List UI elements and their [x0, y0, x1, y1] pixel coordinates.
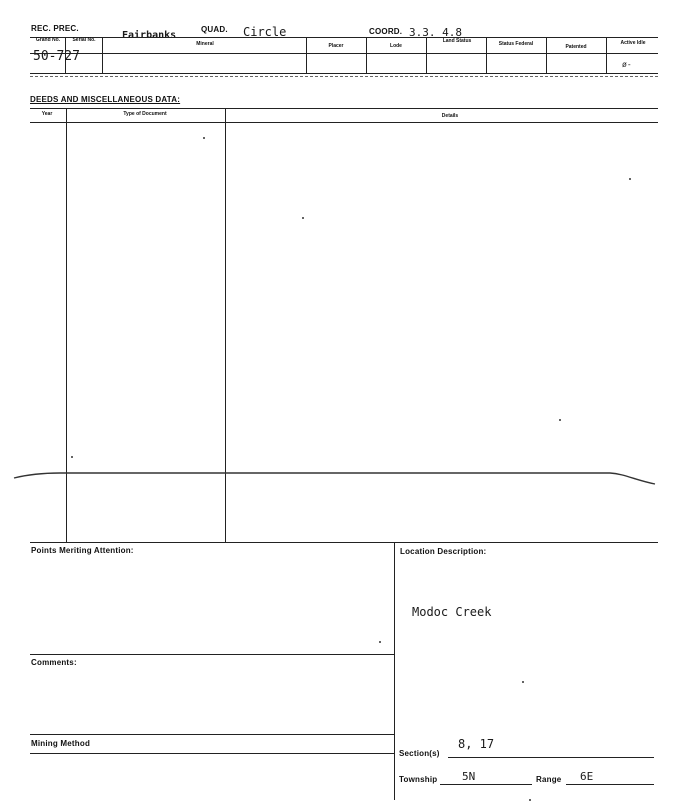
- range-underline: [566, 784, 654, 785]
- quad-label: QUAD.: [201, 25, 228, 34]
- section-underline: [448, 757, 654, 758]
- coord-label: COORD.: [369, 27, 403, 36]
- grand-no-value: 50-727: [33, 49, 80, 64]
- record-row-rule-2: [30, 76, 658, 77]
- section-value: 8, 17: [458, 737, 495, 751]
- comments-label: Comments:: [31, 658, 77, 667]
- col-details: Details: [441, 113, 459, 119]
- scan-fold-line: [0, 462, 678, 492]
- col-divider: [606, 37, 607, 73]
- mining-method-label: Mining Method: [31, 739, 91, 748]
- col-mineral: Mineral: [196, 41, 214, 47]
- col-divider: [102, 37, 103, 73]
- quad-value: Circle: [243, 25, 287, 39]
- col-lode: Lode: [390, 43, 402, 49]
- range-label: Range: [536, 775, 562, 784]
- col-year: Year: [41, 111, 53, 117]
- record-row-rule: [30, 73, 658, 74]
- speck: [559, 419, 561, 421]
- col-divider: [426, 37, 427, 73]
- col-status-federal: Status Federal: [498, 41, 534, 47]
- speck: [203, 137, 205, 139]
- speck: [522, 681, 524, 683]
- col-type-of-document: Type of Document: [123, 111, 167, 117]
- bottom-col-divider: [394, 542, 395, 800]
- comments-rule: [30, 734, 394, 735]
- col-divider: [366, 37, 367, 73]
- bottom-top-rule: [30, 542, 658, 543]
- section-label: Section(s): [399, 749, 440, 758]
- col-active-idle: Active Idle: [620, 40, 646, 46]
- header-rule: [30, 37, 658, 38]
- coord-value: 3.3. 4.8: [409, 26, 462, 39]
- deeds-section-title: DEEDS AND MISCELLANEOUS DATA:: [30, 95, 181, 104]
- region-value: Fairbanks: [122, 30, 177, 41]
- col-grand-no: Grand No.: [35, 37, 61, 43]
- township-underline: [440, 784, 532, 785]
- col-divider: [546, 37, 547, 73]
- location-value: Modoc Creek: [412, 605, 492, 619]
- township-label: Township: [399, 775, 438, 784]
- deeds-top-rule: [30, 108, 658, 109]
- speck: [71, 456, 73, 458]
- township-value: 5N: [462, 770, 476, 783]
- column-header-rule: [30, 53, 658, 54]
- col-patented: Patented: [565, 44, 587, 50]
- points-rule: [30, 654, 394, 655]
- speck: [302, 217, 304, 219]
- range-value: 6E: [580, 770, 594, 783]
- rec-prec-label: REC. PREC.: [31, 24, 79, 33]
- active-idle-mark: ø-: [622, 60, 632, 69]
- col-divider: [486, 37, 487, 73]
- points-label: Points Meriting Attention:: [31, 546, 134, 555]
- col-land-status: Land Status: [442, 38, 472, 44]
- mining-method-rule: [30, 753, 394, 754]
- col-serial-no: Serial No.: [72, 37, 96, 43]
- location-description-label: Location Description:: [400, 547, 487, 556]
- speck: [529, 799, 531, 801]
- speck: [629, 178, 631, 180]
- col-divider: [306, 37, 307, 73]
- col-placer: Placer: [328, 43, 344, 49]
- deeds-header-rule: [30, 122, 658, 123]
- speck: [379, 641, 381, 643]
